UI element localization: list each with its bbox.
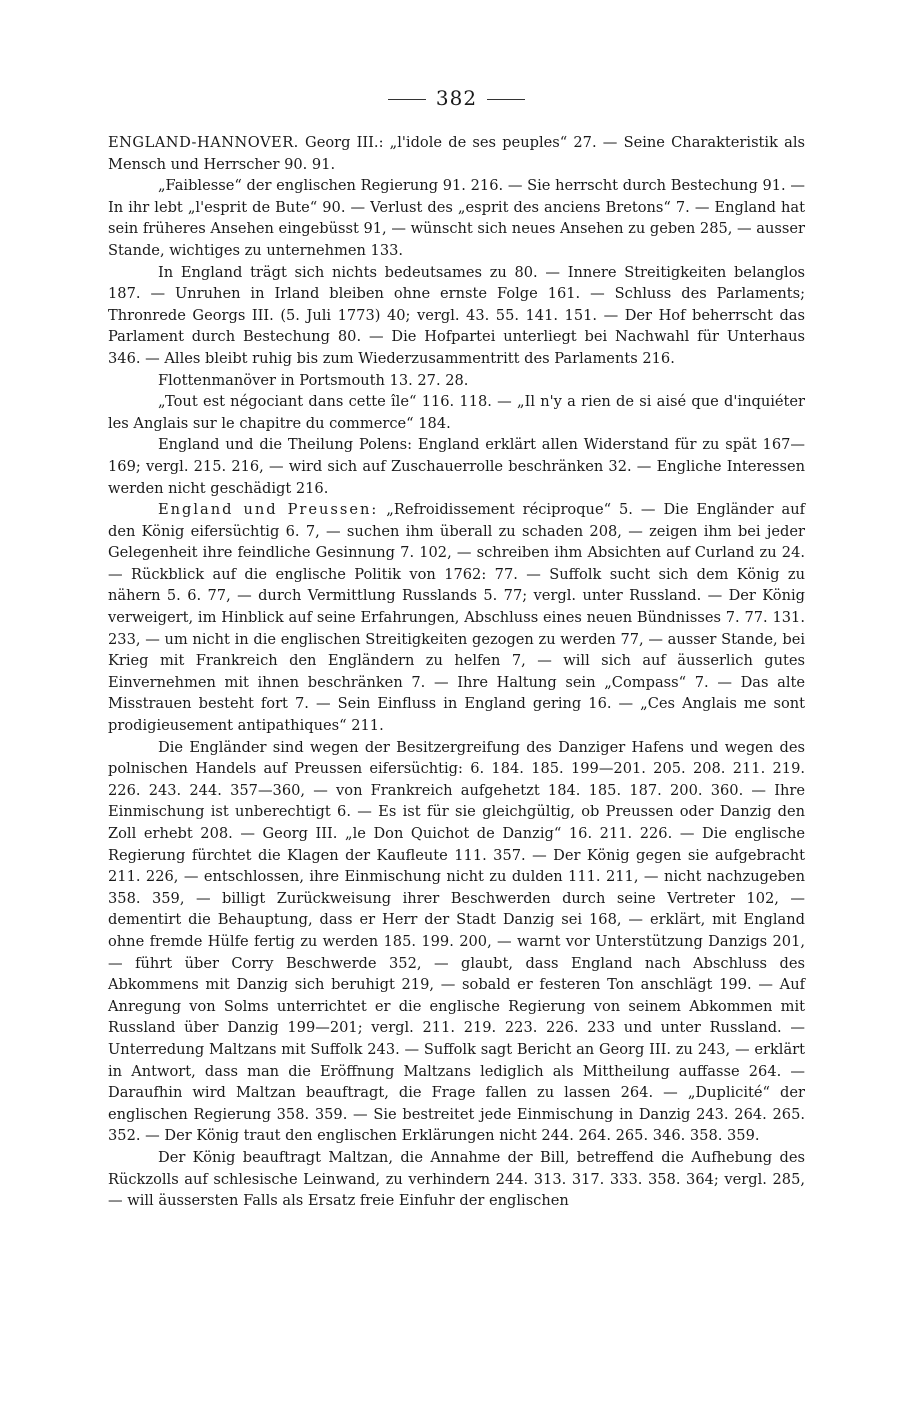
paragraph: „Faiblesse“ der englischen Regierung 91. 216. — Sie herrscht durch Bestechung 91. — In ihr lebt „l'esprit de Bute“ 90. — Verlust des „esprit des anciens Bretons“ 7. — England hat sein früheres Ansehen eingebüsst 91, — wünscht sich neues Ansehen zu geben 285, — ausser Stande, wichtiges zu unternehmen 133.	[108, 177, 805, 259]
page-number	[108, 80, 805, 116]
paragraph: In England trägt sich nichts bedeutsames zu 80. — Innere Streitigkeiten belanglos 187. — Unruhen in Irland bleiben ohne ernste Folge 161. — Schluss des Parlaments; Thronrede Georgs III. (5. Juli 1773) 40; vergl. 43. 55. 141. 151. — Der Hof beherrscht das Parlament durch Bestechung 80. — Die Hofpartei unterliegt bei Nachwahl für Unterhaus 346. — Alles bleibt ruhig bis zum Wiederzusammentritt des Parlaments 216.	[108, 263, 805, 367]
entry-first-paragraph	[108, 132, 805, 175]
paragraph: „Tout est négociant dans cette île“ 116. 118. — „Il n'y a rien de si aisé que d'inquiéter les Anglais sur le chapitre du commerce“ 184.	[108, 393, 805, 432]
paragraph: Der König beauftragt Maltzan, die Annahme der Bill, betreffend die Aufhebung des Rückzolls auf schlesische Leinwand, zu verhindern 244. 313. 317. 333. 358. 364; vergl. 285, — will äussersten Falls als Ersatz freie Einfuhr der englischen	[108, 1148, 805, 1210]
left-rule	[388, 99, 426, 100]
entry-first-text: Georg III.: „l'idole de ses peuples“ 27. — Seine Charakteristik als Mensch und Herrscher 90. 91.	[108, 134, 805, 173]
paragraph: Flottenmanöver in Portsmouth 13. 27. 28.	[158, 371, 469, 389]
paragraph: England und die Theilung Polens: England erklärt allen Widerstand für zu spät 167—169; vergl. 215. 216, — wird sich auf Zuschauerrolle beschränken 32. — Engliche Interessen werden nicht geschädigt 216.	[108, 436, 805, 497]
index-page	[108, 80, 805, 1212]
entry-heading: ENGLAND-HANNOVER.	[108, 134, 299, 151]
page-number-text: 382	[435, 86, 478, 110]
paragraph: Die Engländer sind wegen der Besitzergreifung des Danziger Hafens und wegen des polnischen Handels auf Preussen eifersüchtig: 6. 184. 185. 199—201. 205. 208. 211. 219. 226. 243. 244. 357—360, — von Frankreich aufgehetzt 184. 185. 187. 200. 360. — Ihre Einmischung ist unberechtigt 6. — Es ist für sie gleichgültig, ob Preussen oder Danzig den Zoll erhebt 208. — Georg III. „le Don Quichot de Danzig“ 16. 211. 226. — Die englische Regierung fürchtet die Klagen der Kaufleute 111. 357. — Der König gegen sie aufgebracht 211. 226, — entschlossen, ihre Einmischung nicht zu dulden 111. 211, — nicht nachzugeben 358. 359, — billigt Zurückweisung ihrer Beschwerden durch seine Vertreter 102, — dementirt die Behauptung, dass er Herr der Stadt Danzig sei 168, — erklärt, mit England ohne fremde Hülfe fertig zu werden 185. 199. 200, — warnt vor Unterstützung Danzigs 201, — führt über Corry Beschwerde 352, — glaubt, dass England nach Abschluss des Abkommens mit Danzig sich beruhigt 219, — sobald er festeren Ton anschlägt 199. — Auf Anregung von Solms unterrichtet er die englische Regierung von seinem Abkommen mit Russland über Danzig 199—201; vergl. 211. 219. 223. 226. 233 und unter Russland. — Unterredung Maltzans mit Suffolk 243. — Suffolk sagt Bericht an Georg III. zu 243, — erklärt in Antwort, dass man die Eröffnung Maltzans lediglich als Mittheilung auffasse 264. — Daraufhin wird Maltzan beauftragt, die Frage fallen zu lassen 264. — „Duplicité“ der englischen Regierung 358. 359. — Sie bestreitet jede Einmischung in Danzig 243. 264. 265. 352. — Der König traut den englischen Erklärungen nicht 244. 264. 265. 346. 358. 359.	[108, 738, 805, 1145]
paragraph-text: „Refroidissement réciproque“ 5. — Die Engländer auf den König eifersüchtig 6. 7, — suchen ihm überall zu schaden 208, — zeigen ihm bei jeder Gelegenheit ihre feindliche Gesinnung 7. 102, — schreiben ihm Absichten auf Curland zu 24. — Rückblick auf die englische Politik von 1762: 77. — Suffolk sucht sich dem König zu nähern 5. 6. 77, — durch Vermittlung Russlands 5. 77; vergl. unter Russland. — Der König verweigert, im Hinblick auf seine Erfahrungen, Abschluss eines neuen Bündnisses 7. 77. 131. 233, — um nicht in die englischen Streitigkeiten gezogen zu werden 77, — ausser Stande, bei Krieg mit Frankreich den Engländern zu helfen 7, — will sich auf äusserlich gutes Einvernehmen mit ihnen beschränken 7. — Ihre Haltung sein „Compass“ 7. — Das alte Misstrauen besteht fort 7. — Sein Einfluss in England gering 16. — „Ces Anglais me sont prodigieusement antipathiques“ 211.	[108, 501, 806, 735]
section-lead: England und Preussen:	[158, 501, 379, 519]
right-rule	[487, 99, 525, 100]
paragraph	[108, 499, 805, 737]
